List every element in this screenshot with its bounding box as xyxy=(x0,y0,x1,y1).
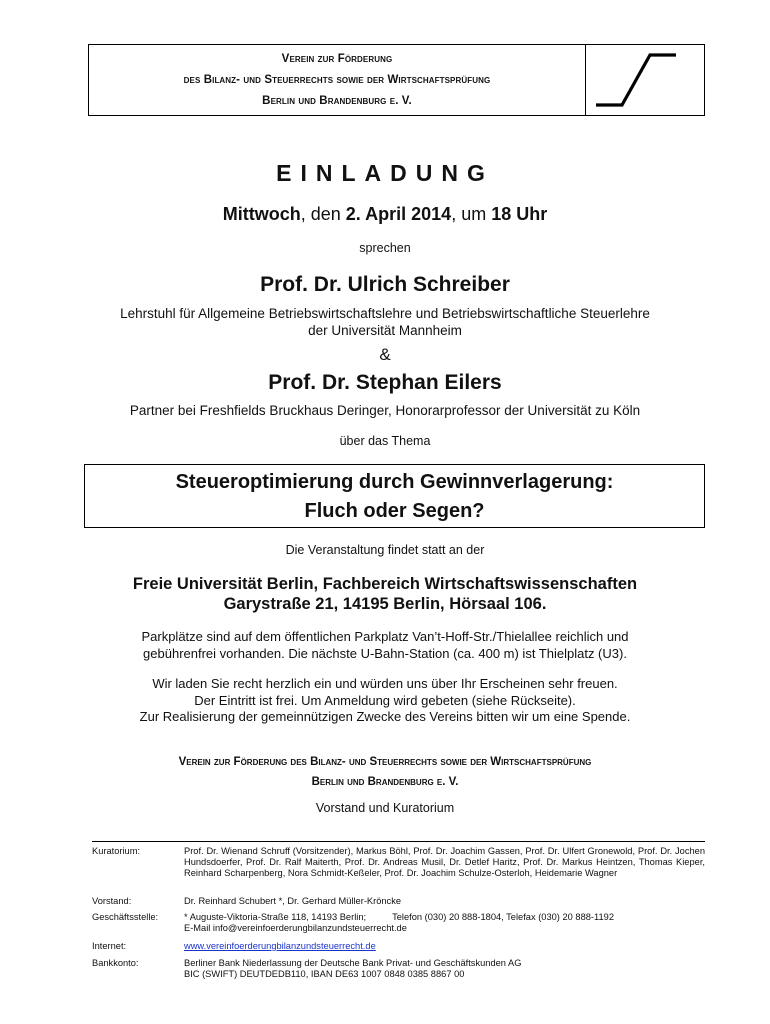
step-line-logo-svg xyxy=(586,45,704,115)
thema-intro: über das Thema xyxy=(339,434,431,448)
geschaeftsstelle-label: Geschäftsstelle: xyxy=(92,912,159,922)
speaker-1-name: Prof. Dr. Ulrich Schreiber xyxy=(260,273,510,296)
ampersand: & xyxy=(379,345,391,364)
date-time: 18 Uhr xyxy=(491,204,548,224)
vorstand-value: Dr. Reinhard Schubert *, Dr. Gerhard Müller-Kröncke xyxy=(184,896,402,906)
geschaeftsstelle-value xyxy=(184,912,705,934)
speaker-1-aff-line-2: der Universität Mannheim xyxy=(308,323,462,338)
internet-label: Internet: xyxy=(92,941,127,951)
topic-box xyxy=(84,464,705,528)
header-line-3: Berlin und Brandenburg e. V. xyxy=(262,94,412,107)
speaker-1-affiliation xyxy=(0,305,770,339)
step-line-logo xyxy=(586,45,704,115)
date-sep-2: , um xyxy=(451,204,492,224)
invite-line-1: Wir laden Sie recht herzlich ein und würden uns über Ihr Erscheinen sehr freuen. xyxy=(152,676,618,691)
topic-line-2: Fluch oder Segen? xyxy=(304,500,485,522)
speaker-2-affiliation: Partner bei Freshfields Bruckhaus Deringer, Honorarprofessor der Universität zu Köln xyxy=(129,403,641,418)
gs-phone: Telefon (030) 20 888-1804, Telefax (030) 20 888-1192 xyxy=(392,912,615,922)
venue-intro: Die Veranstaltung findet statt an der xyxy=(285,543,485,557)
header-line-2: des Bilanz- und Steuerrechts sowie der Wirtschaftsprüfung xyxy=(183,73,491,86)
invitation-title: EINLADUNG xyxy=(276,160,494,186)
parking-line-1: Parkplätze sind auf dem öffentlichen Parkplatz Van’t-Hoff-Str./Thielallee reichlich und xyxy=(141,629,629,644)
date-weekday: Mittwoch xyxy=(222,204,301,224)
footer-org-line-1: Verein zur Förderung des Bilanz- und Steuerrechts sowie der Wirtschaftsprüfung xyxy=(178,756,592,768)
event-date xyxy=(0,204,770,225)
parking-line-2: gebührenfrei vorhanden. Die nächste U-Bahn-Station (ca. 400 m) ist Thielplatz (U3). xyxy=(143,645,627,661)
bank-line-2: BIC (SWIFT) DEUTDEDB110, IBAN DE63 1007 0848 0385 8867 00 xyxy=(184,969,465,979)
date-day: 2. April 2014 xyxy=(345,204,452,224)
sprechen-text: sprechen xyxy=(359,241,411,255)
invitation-text xyxy=(0,676,770,726)
bank-line-1: Berliner Bank Niederlassung der Deutsche Bank Privat- und Geschäftskunden AG xyxy=(184,958,522,968)
invite-line-2: Der Eintritt ist frei. Um Anmeldung wird gebeten (siehe Rückseite). xyxy=(194,692,576,708)
invite-line-3: Zur Realisierung der gemeinnützigen Zwecke des Vereins bitten wir um eine Spende. xyxy=(139,709,631,724)
gs-address: * Auguste-Viktoria-Straße 118, 14193 Berlin; xyxy=(184,912,367,922)
venue-address xyxy=(0,574,770,614)
kuratorium-row xyxy=(92,846,706,892)
kuratorium-label: Kuratorium: xyxy=(92,846,141,856)
kuratorium-value: Prof. Dr. Wienand Schruff (Vorsitzender), Markus Böhl, Prof. Dr. Joachim Gassen, Prof. Dr. Ulfert Gronewold, Prof. Dr. Jochen Hundsdoerfer, Prof. Dr. Ralf Maiterth, Prof. Dr. Andreas Musil, Dr. Detlef Haritz, Prof. Dr. Markus Heintzen, Thomas Kieper, Reinhard Scharpenberg, Nora Schmidt-Keßeler, Prof. Dr. Joachim Schulze-Osterloh, Heidemarie Wagner xyxy=(184,846,705,878)
bankkonto-label: Bankkonto: xyxy=(92,958,139,968)
speaker-2-name: Prof. Dr. Stephan Eilers xyxy=(268,371,502,394)
bankkonto-value xyxy=(184,958,705,980)
gs-address-line xyxy=(184,912,705,923)
vorstand-kuratorium: Vorstand und Kuratorium xyxy=(315,801,455,815)
date-sep-1: , den xyxy=(300,204,346,224)
speaker-1-aff-line-1: Lehrstuhl für Allgemeine Betriebswirtschaftslehre und Betriebswirtschaftliche Steuerlehre xyxy=(120,306,650,321)
gs-email: E-Mail info@vereinfoerderungbilanzundsteuerrecht.de xyxy=(184,923,407,933)
parking-info xyxy=(0,629,770,662)
header-org-name xyxy=(89,45,586,115)
footer-org-line-2: Berlin und Brandenburg e. V. xyxy=(311,776,459,788)
internet-value-wrap xyxy=(184,941,705,952)
venue-line-2: Garystraße 21, 14195 Berlin, Hörsaal 106. xyxy=(223,595,547,613)
header-line-1: Verein zur Förderung xyxy=(281,52,393,65)
footer-divider xyxy=(92,841,705,842)
vorstand-label: Vorstand: xyxy=(92,896,132,906)
website-link[interactable]: www.vereinfoerderungbilanzundsteuerrecht.de xyxy=(184,941,376,951)
topic-line-1: Steueroptimierung durch Gewinnverlagerung: xyxy=(175,471,614,493)
venue-line-1: Freie Universität Berlin, Fachbereich Wirtschaftswissenschaften xyxy=(132,575,638,593)
header-box xyxy=(88,44,705,116)
footer-org-name xyxy=(0,752,770,792)
